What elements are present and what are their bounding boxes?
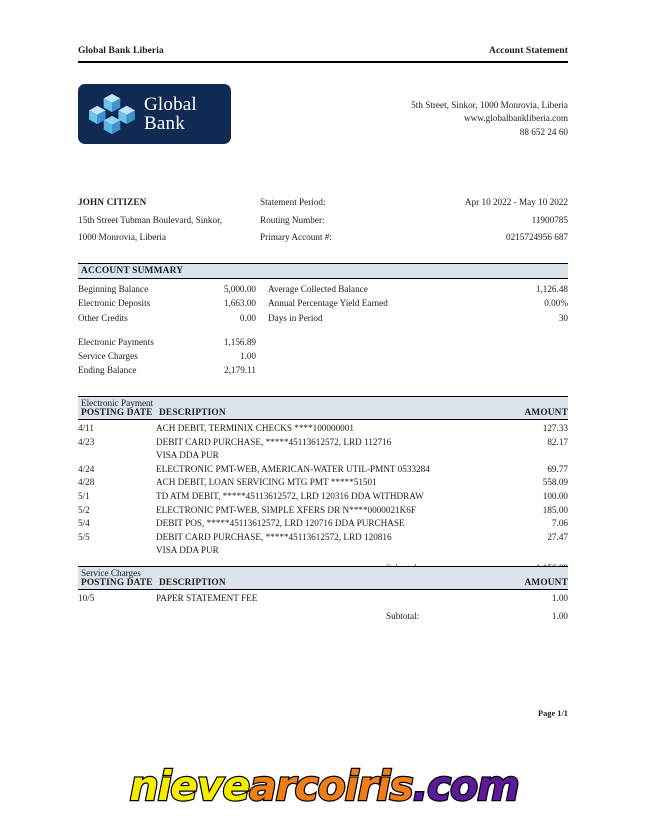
summary-amount: 1,156.89 (223, 336, 256, 347)
logo-line-1: Global (144, 94, 197, 115)
cell-description: ELECTRONIC PMT-WEB, SIMPLE XFERS DR N****0000021K6F (156, 504, 416, 515)
summary-row (268, 311, 568, 325)
bank-address: 5th Street, Sinkor, 1000 Monrovia, Liberia (411, 100, 568, 110)
summary-label: Average Collected Balance (268, 284, 368, 294)
cell-date: 5/4 (78, 518, 90, 529)
summary-label: Beginning Balance (78, 284, 149, 294)
summary-amount: 0.00% (544, 298, 568, 309)
cell-amount: 127.33 (542, 423, 568, 433)
cell-date: 5/1 (78, 490, 90, 501)
cell-description: DEBIT CARD PURCHASE, *****45113612572, LRD 120816 (156, 531, 392, 542)
summary-row (78, 282, 268, 296)
watermark-part-1: nieve (129, 762, 250, 810)
table-row-continuation (78, 544, 568, 558)
watermark-part-3: .com (412, 762, 519, 810)
cell-date: 4/24 (78, 463, 95, 474)
table-row (78, 504, 568, 518)
table-band (78, 396, 568, 420)
cell-amount-empty (482, 544, 568, 558)
summary-left-column (78, 282, 268, 378)
table-row (78, 490, 568, 504)
cell-description: ACH DEBIT, LOAN SERVICING MTG PMT *****51501 (156, 477, 377, 488)
summary-row (78, 363, 268, 377)
logo-line-2: Bank (144, 113, 185, 134)
cell-description: ELECTRONIC PMT-WEB, AMERICAN-WATER UTIL-PMNT 0533284 (156, 463, 430, 474)
cell-description: DEBIT CARD PURCHASE, *****45113612572, LRD 112716 (156, 436, 392, 447)
summary-row (78, 335, 268, 349)
column-header-amount: AMOUNT (524, 578, 568, 588)
table-body (78, 420, 568, 576)
summary-label: Electronic Payments (78, 336, 154, 347)
table-band (78, 566, 568, 590)
column-header-date: POSTING DATE (81, 408, 153, 418)
cell-description: DEBIT POS, *****45113612572, LRD 120716 DDA PURCHASE (156, 518, 405, 529)
meta-value-0: Apr 10 2022 - May 10 2022 (464, 197, 568, 207)
account-summary-title: ACCOUNT SUMMARY (81, 266, 184, 276)
summary-label: Annual Percentage Yield Earned (268, 298, 388, 309)
summary-label: Ending Balance (78, 365, 137, 376)
table-body (78, 590, 568, 623)
meta-label-0: Statement Period: (260, 197, 326, 207)
cell-description-continued: VISA DDA PUR (156, 545, 219, 556)
cell-description: ACH DEBIT, TERMINIX CHECKS ****100000001 (156, 423, 354, 433)
cell-date-empty (78, 544, 156, 558)
header-divider (78, 61, 568, 63)
cell-amount: 7.06 (551, 518, 568, 529)
table-row (78, 531, 568, 545)
customer-name: JOHN CITIZEN (78, 197, 147, 207)
cell-date: 10/5 (78, 593, 95, 603)
summary-row (78, 296, 268, 310)
meta-row (78, 212, 568, 230)
column-header-date: POSTING DATE (81, 578, 153, 588)
account-summary-band (78, 263, 568, 279)
meta-value-2: 0215724956 687 (505, 232, 568, 242)
site-watermark (0, 764, 648, 808)
customer-address-line-2: 1000 Monrovia, Liberia (78, 232, 167, 242)
column-header-amount: AMOUNT (524, 408, 568, 418)
cell-description: PAPER STATEMENT FEE (156, 593, 258, 603)
meta-row (78, 229, 568, 247)
document-header (78, 46, 568, 56)
summary-label: Service Charges (78, 351, 138, 362)
cell-amount: 185.00 (542, 504, 568, 515)
table-header-row (78, 578, 568, 589)
cell-date: 4/11 (78, 423, 94, 433)
table-section-title: Service Charges (81, 568, 141, 578)
summary-row (78, 349, 268, 363)
column-header-description: DESCRIPTION (159, 408, 226, 418)
meta-row (78, 194, 568, 212)
meta-value-1: 11900785 (531, 214, 568, 225)
cell-description-continued: VISA DDA PUR (156, 450, 219, 461)
subtotal-amount: 1.00 (551, 610, 568, 621)
cell-date: 5/2 (78, 504, 90, 515)
cell-amount: 1.00 (551, 593, 568, 603)
customer-address-line-1: 15th Street Tubman Boulevard, Sinkor, (78, 214, 223, 225)
summary-label: Other Credits (78, 312, 128, 323)
summary-label: Electronic Deposits (78, 298, 151, 309)
service-charges-table (78, 566, 568, 623)
document-title: Account Statement (488, 46, 568, 56)
summary-amount: 0.00 (239, 312, 256, 323)
cell-date: 4/23 (78, 436, 95, 447)
meta-label-2: Primary Account #: (260, 232, 332, 242)
bank-website[interactable]: www.globalbankliberia.com (463, 113, 568, 124)
summary-amount: 1,126.48 (535, 284, 568, 294)
cube-pinwheel-icon (89, 92, 135, 136)
summary-spacer (78, 325, 268, 335)
cell-description: TD ATM DEBIT, *****45113612572, LRD 120316 DDA WITHDRAW (156, 490, 424, 501)
summary-amount: 5,000.00 (223, 284, 256, 294)
bank-logo (78, 84, 231, 144)
cell-amount: 558.09 (542, 477, 568, 488)
watermark-part-2: arcoiris (249, 762, 413, 810)
cell-date-empty (78, 449, 156, 463)
summary-row (78, 311, 268, 325)
table-row (78, 463, 568, 477)
cell-amount: 27.47 (547, 531, 568, 542)
cell-amount: 69.77 (547, 463, 568, 474)
table-row (78, 422, 568, 436)
table-row (78, 476, 568, 490)
subtotal-row (78, 606, 568, 624)
table-header-row (78, 408, 568, 419)
customer-and-statement-meta (78, 194, 568, 247)
cell-date: 5/5 (78, 531, 90, 542)
table-section-title: Electronic Payment (81, 398, 154, 408)
summary-amount: 1,663.00 (223, 298, 256, 309)
summary-row (268, 296, 568, 310)
summary-label: Days in Period (268, 312, 323, 323)
summary-amount: 1.00 (239, 351, 256, 362)
column-header-description: DESCRIPTION (159, 578, 226, 588)
cell-amount-empty (482, 449, 568, 463)
meta-label-1: Routing Number: (260, 214, 325, 225)
summary-row (268, 282, 568, 296)
cell-amount: 82.17 (547, 436, 568, 447)
summary-right-column (268, 282, 568, 378)
summary-amount: 30 (558, 312, 568, 323)
cell-amount: 100.00 (542, 490, 568, 501)
table-row (78, 436, 568, 450)
bank-name: Global Bank Liberia (78, 46, 164, 56)
bank-contact-block (411, 99, 568, 139)
table-row (78, 592, 568, 606)
subtotal-label: Subtotal: (386, 610, 420, 621)
bank-phone: 88 652 24 60 (519, 126, 568, 137)
summary-amount: 2,179.11 (224, 365, 256, 376)
electronic-payment-table (78, 396, 568, 576)
cell-date: 4/28 (78, 477, 95, 488)
account-summary-section (78, 263, 568, 378)
logo-wordmark (144, 95, 197, 133)
table-row (78, 517, 568, 531)
page-number: Page 1/1 (537, 709, 568, 718)
table-row-continuation (78, 449, 568, 463)
